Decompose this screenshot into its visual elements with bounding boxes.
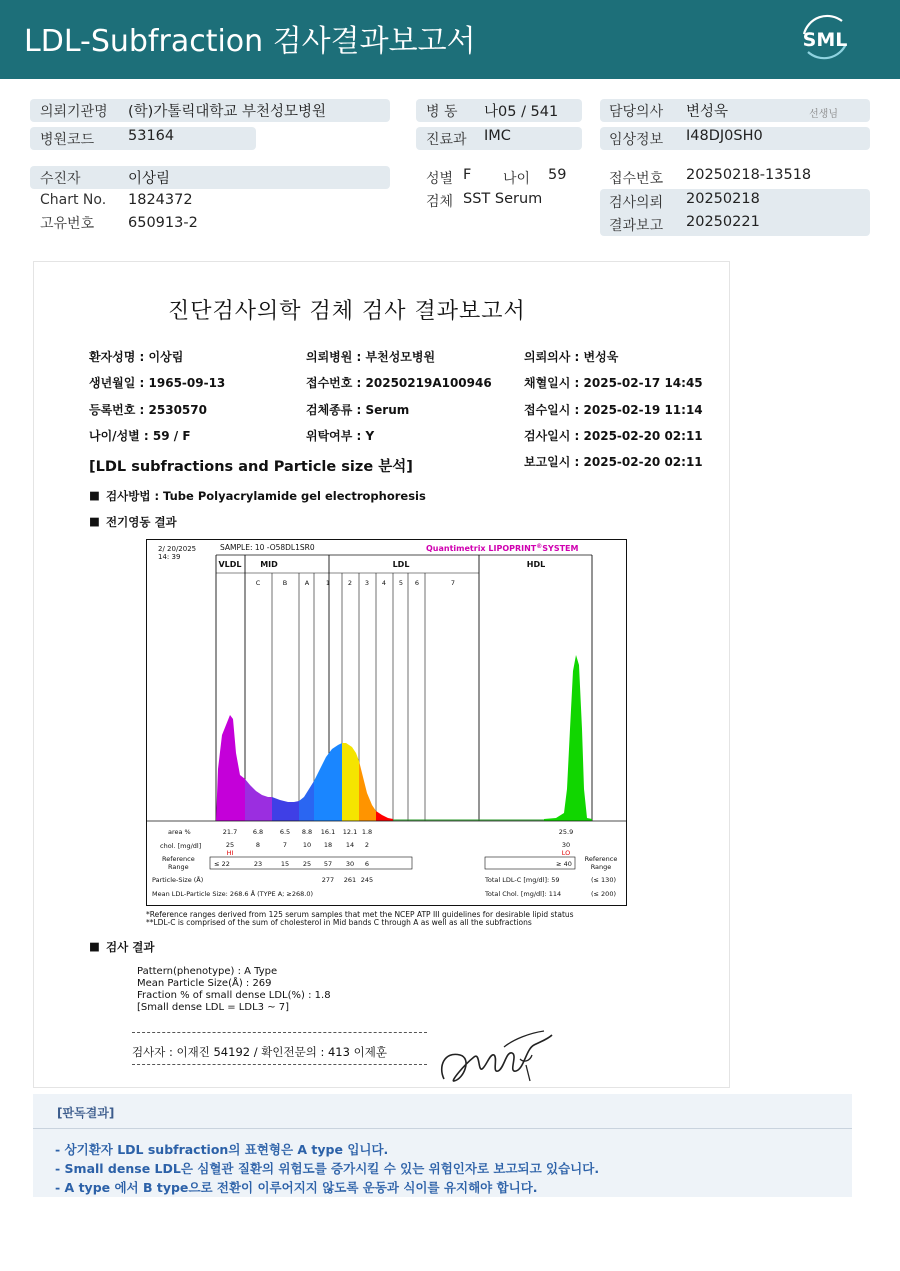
chart-time: 14: 39 — [158, 553, 181, 561]
row-label-area: area % — [168, 828, 191, 836]
reference-4: 57 — [323, 860, 333, 868]
ward-label: 병 동 — [426, 104, 458, 120]
area-pct-5: 12.1 — [342, 828, 358, 836]
doctor-label: 담당의사 — [609, 104, 664, 120]
section-title: [LDL subfractions and Particle size 분석] — [89, 459, 413, 475]
unique-no-label: 고유번호 — [40, 216, 95, 232]
row-label-range: Range — [168, 863, 189, 871]
group-label-mid: MID — [260, 560, 278, 569]
chol-0: 25 — [225, 841, 235, 849]
chart-frame — [147, 540, 627, 906]
hospital-code-value: 53164 — [128, 128, 175, 144]
bullet-icon: ■ — [89, 939, 100, 953]
specimen-value: SST Serum — [463, 191, 543, 207]
result-mean-size: Mean Particle Size(Å) : 269 — [137, 978, 272, 989]
result-report-label: 결과보고 — [609, 218, 664, 234]
reference-2: 15 — [280, 860, 290, 868]
reference-right-label: Reference — [584, 855, 618, 863]
band-label-2: 2 — [347, 579, 353, 587]
reference-5: 30 — [345, 860, 355, 868]
field-report-time: 보고일시 : 2025-02-20 02:11 — [524, 455, 703, 469]
area-pct-3: 8.8 — [301, 828, 313, 836]
mean-particle-size: Mean LDL-Particle Size: 268.6 Å (TYPE A; ≥268.0) — [152, 890, 313, 898]
particle-size-0: 277 — [321, 876, 335, 884]
total-ldl-ref: (≤ 130) — [591, 876, 616, 884]
particle-size-label: Particle-Size (Å) — [152, 876, 204, 884]
chol-3: 10 — [302, 841, 312, 849]
row-label-chol: chol. [mg/dl] — [160, 842, 202, 850]
sex-value: F — [463, 167, 472, 183]
judgement-line-2: - Small dense LDL은 심혈관 질환의 위험도를 증가시킬 수 있는 위험인자로 보고되고 있습니다. — [55, 1161, 600, 1176]
judgement-title: [판독결과] — [57, 1106, 115, 1120]
peak-segment-5 — [342, 743, 359, 821]
area-pct-0: 21.7 — [222, 828, 238, 836]
band-label-1: 1 — [325, 579, 331, 587]
band-label-7: 7 — [450, 579, 456, 587]
band-label-5: 5 — [398, 579, 404, 587]
hospital-code-label: 병원코드 — [40, 132, 95, 148]
judgement-line-1: - 상기환자 LDL subfraction의 표현형은 A type 입니다. — [55, 1142, 389, 1157]
field-age-sex: 나이/성별 : 59 / F — [89, 429, 191, 443]
electro-title: 전기영동 결과 — [106, 515, 177, 529]
signature-divider-top — [132, 1032, 427, 1033]
chart-date: 2/ 20/2025 — [158, 545, 197, 553]
result-title: 검사 결과 — [106, 940, 155, 954]
chart-no-value: 1824372 — [128, 192, 193, 208]
reference-1: 23 — [253, 860, 263, 868]
band-label-A: A — [304, 579, 310, 587]
clinical-value: I48DJ0SH0 — [686, 128, 763, 144]
request-label: 검사의뢰 — [609, 195, 664, 211]
receipt-label: 접수번호 — [609, 171, 664, 187]
report-title: 진단검사의학 검체 검사 결과보고서 — [168, 299, 526, 324]
judgement-line-3: - A type 에서 B type으로 전환이 이루어지지 않도록 운동과 식이를 유지해야 합니다. — [55, 1180, 538, 1195]
band-label-4: 4 — [381, 579, 387, 587]
sml-logo — [796, 12, 854, 64]
chol-7: 30 — [561, 841, 571, 849]
bullet-icon: ■ — [89, 488, 100, 502]
particle-size-1: 261 — [343, 876, 357, 884]
group-label-hdl: HDL — [526, 560, 546, 569]
area-pct-4: 16.1 — [320, 828, 336, 836]
field-receipt-time: 접수일시 : 2025-02-19 11:14 — [524, 403, 703, 417]
range-right-label: Range — [590, 863, 612, 871]
judgement-panel — [33, 1094, 852, 1197]
doctor-value: 변성욱 — [686, 104, 729, 120]
area-pct-2: 6.5 — [279, 828, 291, 836]
field-register-no: 등록번호 : 2530570 — [89, 403, 207, 417]
field-test-time: 검사일시 : 2025-02-20 02:11 — [524, 429, 703, 443]
band-label-B: B — [282, 579, 288, 587]
receipt-value: 20250218-13518 — [686, 167, 812, 183]
result-pattern: Pattern(phenotype) : A Type — [137, 966, 278, 977]
age-label: 나이 — [503, 171, 531, 187]
patient-value: 이상림 — [128, 171, 171, 187]
reference-6: 6 — [364, 860, 370, 868]
field-hospital: 의뢰병원 : 부천성모병원 — [306, 350, 436, 364]
field-outsourced: 위탁여부 : Y — [306, 429, 375, 443]
institution-label: 의뢰기관명 — [40, 104, 108, 120]
area-pct-1: 6.8 — [252, 828, 264, 836]
total-ldl: Total LDL-C [mg/dl]: 59 — [485, 876, 560, 884]
chart-system-label: Quantimetrix LIPOPRINT®SYSTEM — [426, 543, 579, 553]
footnote-2: **LDL-C is comprised of the sum of cholesterol in Mid bands C through A as well as all the subfractions — [146, 918, 532, 927]
clinical-label: 임상정보 — [609, 132, 664, 148]
judgement-divider — [33, 1128, 852, 1129]
flag-hdl: LO — [561, 849, 571, 857]
chart-no-label: Chart No. — [40, 192, 107, 208]
age-value: 59 — [548, 167, 567, 183]
band-label-6: 6 — [414, 579, 420, 587]
total-chol-ref: (≤ 200) — [591, 890, 616, 898]
result-report-value: 20250221 — [686, 214, 760, 230]
total-chol: Total Chol. [mg/dl]: 114 — [485, 890, 562, 898]
area-pct-6: 1.8 — [361, 828, 373, 836]
chol-4: 18 — [323, 841, 333, 849]
signature-line: 검사자 : 이재진 54192 / 확인전문의 : 413 이제훈 — [132, 1045, 387, 1059]
patient-row — [30, 166, 390, 189]
sex-label: 성별 — [426, 171, 454, 187]
field-birthdate: 생년월일 : 1965-09-13 — [89, 376, 226, 390]
field-patient-name: 환자성명 : 이상림 — [89, 350, 184, 364]
result-small-dense: Fraction % of small dense LDL(%) : 1.8 — [137, 990, 331, 1001]
field-specimen-type: 검체종류 : Serum — [306, 403, 410, 417]
method-text: 검사방법 : Tube Polyacrylamide gel electrophoresis — [106, 489, 426, 503]
electrophoresis-chart — [146, 539, 630, 907]
reference-0: ≤ 22 — [214, 860, 230, 868]
area-pct-7: 25.9 — [558, 828, 574, 836]
field-collection-time: 채혈일시 : 2025-02-17 14:45 — [524, 376, 703, 390]
report-document — [33, 261, 730, 1088]
specimen-label: 검체 — [426, 194, 454, 210]
bullet-icon: ■ — [89, 514, 100, 528]
group-label-vldl: VLDL — [218, 560, 242, 569]
footnote-1: *Reference ranges derived from 125 serum samples that met the NCEP ATP III guidelines for desirable lipid status — [146, 910, 574, 919]
doctor-suffix: 선생님 — [809, 109, 838, 120]
signature-divider-bottom — [132, 1064, 427, 1065]
page-title: LDL-Subfraction 검사결과보고서 — [24, 24, 476, 59]
flag-vldl: HI — [226, 849, 234, 857]
dept-value: IMC — [484, 128, 511, 144]
particle-size-2: 245 — [360, 876, 374, 884]
chol-5: 14 — [345, 841, 355, 849]
result-small-dense-def: [Small dense LDL = LDL3 ~ 7] — [137, 1002, 290, 1013]
field-receipt-no: 접수번호 : 20250219A100946 — [306, 376, 492, 390]
handwritten-signature — [434, 1027, 559, 1089]
dept-label: 진료과 — [426, 132, 467, 148]
patient-label: 수진자 — [40, 171, 81, 187]
chol-6: 2 — [364, 841, 370, 849]
ward-value: 나05 / 541 — [484, 104, 559, 120]
chol-1: 8 — [255, 841, 261, 849]
group-label-ldl: LDL — [392, 560, 410, 569]
field-doctor: 의뢰의사 : 변성욱 — [524, 350, 619, 364]
logo-text: SML — [802, 29, 848, 51]
reference-3: 25 — [302, 860, 312, 868]
request-value: 20250218 — [686, 191, 760, 207]
unique-no-value: 650913-2 — [128, 215, 198, 231]
chol-2: 7 — [282, 841, 288, 849]
institution-value: (학)가톨릭대학교 부천성모병원 — [128, 104, 327, 120]
band-label-C: C — [255, 579, 261, 587]
row-label-reference: Reference — [162, 855, 195, 863]
reference-7: ≥ 40 — [556, 860, 572, 868]
band-label-3: 3 — [364, 579, 370, 587]
chart-sample: SAMPLE: 10 -O58DL1SR0 — [220, 543, 315, 552]
